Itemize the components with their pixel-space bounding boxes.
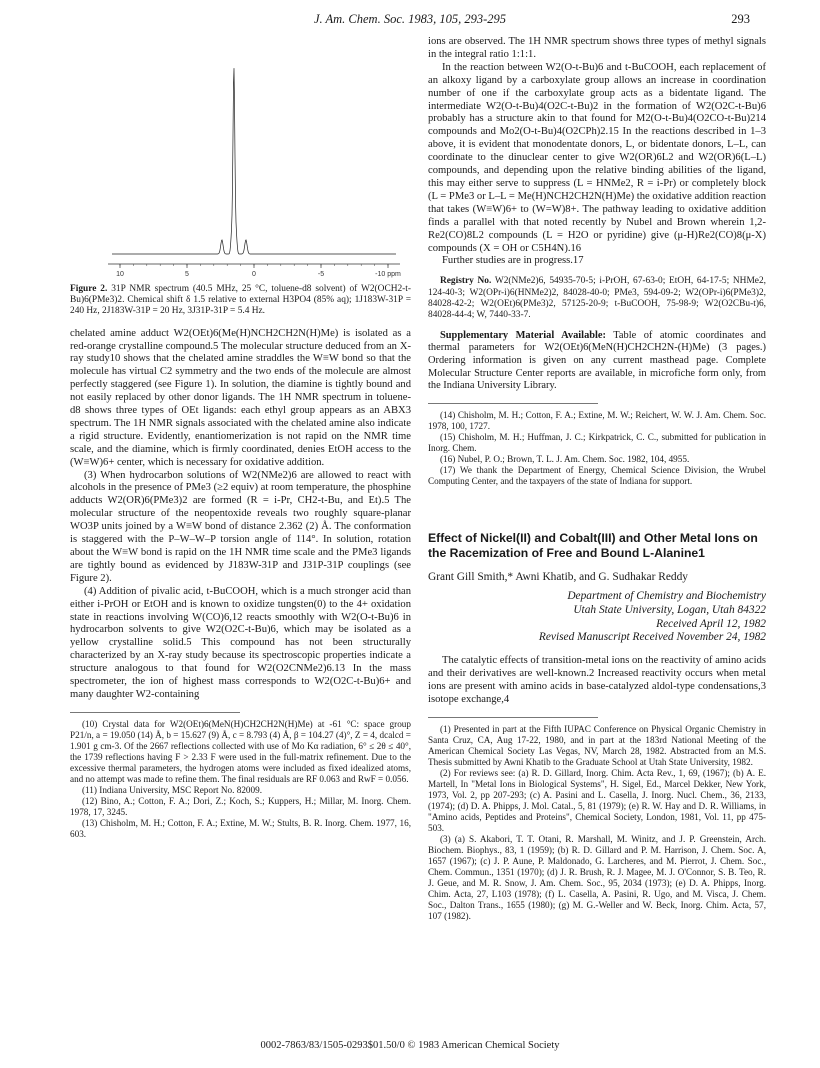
affiliation-department: Department of Chemistry and Biochemistry (567, 589, 766, 602)
body-paragraph: In the reaction between W2(O-t-Bu)6 and t-BuCOOH, each replacement of an alkoxy ligand by a carboxylate group allows an increase in coordination number of one if the carboxylate group acts as a bidentate ligand. The intermediate W2(O-t-Bu)4(O2C-t-Bu)2 in the formation of W2(O2C-t-Bu)6 probably has a structure akin to that found for M2(O-t-Bu)4(O2CO-t-Bu)214 compounds and Mo2(O-t-Bu)4(O2CPh)2.15 In the reactions described in 1–3 above, it is evident that monodentate donors, L, or bidentate donors, L–L, can coordinate to the dinuclear center to give W2(OR)6L2 and W2(OR)6(L–L) compounds, and depending upon the relative binding abilities of the ligand, this may either serve to suppress (L = HNMe2, R = i-Pr) or completely block (L = PMe3 or L–L = Me(H)NCH2CH2N(H)Me) the oxidative addition reaction that takes (W≡W)6+ to (W=W)8+. The pathway leading to oxidative addition finds a parallel with that noted recently by Nubel and Brown wherein 1,2-Re2(CO)8L2 compounds (L = H2O or pyridine) give (μ-H)Re2(CO)8(μ-X) compounds (X = OH or C5H4N).16 (428, 61, 766, 254)
footnote: (16) Nubel, P. O.; Brown, T. L. J. Am. Chem. Soc. 1982, 104, 4955. (440, 454, 690, 465)
figure-caption-label: Figure 2. (70, 284, 108, 294)
body-paragraph: The catalytic effects of transition-metal ions on the reactivity of amino acids and their derivatives are well-known.2 Increased reactivity occurs when metal ions are present with amino acids in base-catalyzed aldol-type condensations,3 isotope exchange,4 (428, 655, 766, 705)
footnote: (13) Chisholm, M. H.; Cotton, F. A.; Extine, M. W.; Stults, B. R. Inorg. Chem. 1977, 16, 603. (70, 817, 411, 839)
page-number: 293 (731, 12, 750, 26)
supplementary-text: Table of atomic coordinates and thermal parameters for W2(OEt)6(MeN(H)CH2CH2N-(H)Me) (3 pages.) Ordering information is given on any current masthead page. Complete Molecular Structure Center reports are available, in microfiche form only, from the Indiana University Library. (428, 329, 766, 392)
footnote: (2) For reviews see: (a) R. D. Gillard, Inorg. Chim. Acta Rev., 1, 69, (1967); (b) A. E. Martell, In "Metal Ions in Biological Systems", H. Sigel, Ed., Marcel Dekker, New York, 1973, Vol. 2, pp 207-293; (c) A. Pasini and L. Casella, J. Inorg. Nucl. Chem., 36, 2133, (1974); (d) D. A. Phipps, J. Mol. Catal., 5, 81 (1979); (e) R. W. Hay and D. R. Williams, in "Amino acids, Peptides and Proteins", Chemical Society, London, 1981, Vol. 11, pp 475-503. (428, 767, 766, 833)
running-header (70, 12, 750, 28)
footnote-divider (428, 717, 598, 718)
footnote: (15) Chisholm, M. H.; Huffman, J. C.; Kirkpatrick, C. C., submitted for publication in Inorg. Chem. (428, 432, 766, 454)
right-column (428, 36, 766, 922)
affiliation-university: Utah State University, Logan, Utah 84322 (573, 603, 766, 616)
figure-caption-text: 31P NMR spectrum (40.5 MHz, 25 °C, toluene-d8 solvent) of W2(OCH2-t-Bu)6(PMe3)2. Chemical shift δ 1.5 relative to external H3PO4 (85% aq); 1J183W-31P = 240 Hz, 2J183W-31P = 20 Hz, 3J31P-31P = 5.4 Hz. (70, 284, 412, 317)
figure-caption (70, 284, 411, 318)
body-paragraph: (3) When hydrocarbon solutions of W2(NMe2)6 are allowed to react with alcohols in the presence of PMe3 (≥2 equiv) at room temperature, the phosphine adducts W2(OR)6(PMe3)2 are formed (R = i-Pr, CH2-t-Bu, and Et).5 The molecular structure of the neopentoxide reveals two roughly square-planar WO3P units joined by a W≡W bond of distance 2.362 (2) Å. The conformation is staggered with the P–W–W–P torsion angle of 114°. In solution, rotation about the W≡W bond is rapid on the 1H NMR time scale and the PMe3 ligands are tightly bound as evidenced by J183W-31P and J31P-31P couplings (see Figure 2). (70, 469, 411, 584)
x-axis-tick-label: -10 ppm (375, 271, 401, 278)
footnote-divider (70, 712, 240, 713)
body-paragraph: (4) Addition of pivalic acid, t-BuCOOH, which is a much stronger acid than either i-PrOH or EtOH and is known to oxidize tungsten(0) to the 4+ oxidation state in reactions involving W(CO)6,12 reacts smoothly with W2(O-t-Bu)6 in hydrocarbon solvents to give W2(O2C-t-Bu)6, which may be isolated as a yellow crystalline solid.5 This compound has not been structurally characterized by an X-ray study because its spectroscopic properties indicate a structure analogous to that found for W2(O2CNMe2)6.13 In the mass spectrometer, the ion of highest mass corresponds to W2(O2C-t-Bu)6+ and many daughter W2-containing (70, 585, 411, 700)
journal-citation: J. Am. Chem. Soc. 1983, 105, 293-295 (313, 12, 507, 26)
nmr-spectrum-plot (70, 36, 411, 278)
x-axis-tick-label: 5 (185, 271, 189, 278)
body-paragraph: Further studies are in progress.17 (442, 255, 584, 267)
supplementary-material (428, 330, 766, 394)
body-paragraph: ions are observed. The 1H NMR spectrum shows three types of methyl signals in the integral ratio 1:1:1. (428, 36, 766, 60)
spectrum-trace (112, 68, 396, 254)
footnote-divider (428, 403, 598, 404)
received-date: Received April 12, 1982 (656, 617, 766, 630)
footnote: (11) Indiana University, MSC Report No. 82009. (82, 784, 262, 795)
nmr-figure (70, 36, 411, 278)
body-paragraph: chelated amine adduct W2(OEt)6(Me(H)NCH2CH2N(H)Me) is isolated as a red-orange crystalline compound.5 The molecular structure deduced from an X-ray study10 shows that the chelated amine straddles the W≡W bond so that the molecule has virtual C2 symmetry and the two ends of the molecule are almost perfectly staggered (see Figure 1). In solution, the diamine is tightly bound and not easily replaced by other donor ligands. The 1H NMR spectrum in toluene-d8 shows three types of OEt ligands: each ethyl group appears as an ABX3 spectrum. The 1H NMR signals associated with the chelated amine also indicate a rigid structure. Evidently, enantiomerization is not rapid on the NMR time scale, and the diamine, which is firmly coordinated, denies EtOH access to the (W≡W)6+ center, which is necessary for oxidative addition. (70, 327, 411, 468)
registry-text: W2(NMe2)6, 54935-70-5; i-PrOH, 67-63-0; EtOH, 64-17-5; NHMe2, 124-40-3; W2(OPr-i)6(HNMe2)2, 84028-40-0; PMe3, 594-09-2; W2(OPr-i)6(PMe3)2, 84028-42-2; W2(OEt)6(PMe3)2, 57125-20-9; t-BuCOOH, 75-98-9; W2(O2CBu-t)6, 84028-44-4; W, 7440-33-7. (428, 276, 766, 321)
x-axis-tick-label: -5 (317, 271, 325, 278)
footnote: (14) Chisholm, M. H.; Cotton, F. A.; Extine, M. W.; Reichert, W. W. J. Am. Chem. Soc. 1978, 100, 1727. (428, 410, 766, 432)
footnote: (12) Bino, A.; Cotton, F. A.; Dori, Z.; Koch, S.; Kuppers, H.; Millar, M. Inorg. Chem. 1978, 17, 3245. (70, 795, 411, 817)
registry-label: Registry No. (440, 276, 492, 287)
article-title: Effect of Nickel(II) and Cobalt(III) and Other Metal Ions on the Racemization of Free and Bound L-Alanine1 (428, 531, 758, 561)
page-footer: 0002-7863/83/1505-0293$01.50/0 © 1983 American Chemical Society (260, 1040, 560, 1051)
footnote: (1) Presented in part at the Fifth IUPAC Conference on Physical Organic Chemistry in Santa Cruz, CA, Aug 17-22, 1980, and in part at the 183rd National Meeting of the American Chemical Society Las Vegas, NV, March 28, 1982. Abstracted from an M.S. Thesis submitted by Awni Khatib to the Graduate School at Utah State University, 1982. (428, 723, 766, 767)
revised-date: Revised Manuscript Received November 24, 1982 (538, 631, 766, 644)
footnote: (10) Crystal data for W2(OEt)6(MeN(H)CH2CH2N(H)Me) at -61 °C: space group P21/n, a = 19.050 (14) Å, b = 15.627 (9) Å, c = 8.793 (4) Å, β = 104.27 (4)°, Z = 4, dcalcd = 1.901 g cm-3. Of the 2667 reflections collected with use of Mo Kα radiation, 6° ≤ 2θ ≤ 40°, the 1739 reflections having F > 2.33 F were used in the full-matrix refinement. Due to the excessive thermal parameters, the hydrogen atoms were included as fixed idealized atoms, and no attempt was made to refine them. The final residuals are RF 0.063 and RwF = 0.056. (70, 718, 411, 784)
supplementary-label: Supplementary Material Available: (440, 329, 606, 341)
footnote: (3) (a) S. Akabori, T. T. Otani, R. Marshall, M. Winitz, and J. P. Greenstein, Arch. Biochem. Biophys., 83, 1 (1959); (b) R. D. Gillard and P. M. Harrison, J. Chem. Soc. A, 1657 (1967); (c) J. P. Aune, P. Maldonado, G. Larcheres, and M. Pierrot, J. Chem. Soc., Chem. Commun., 1351 (1970); (d) J. R. Brush, R. J. Magee, M. J. O'Connor, S. B. Teo, R. J. Geue, and M. R. Snow, J. Am. Chem. Soc., 95, 2034 (1973); (e) D. A. Phipps, Inorg. Chim. Acta, 27, L103 (1978); (f) L. Casella, A. Pasini, R. Ugo, and M. Visca, J. Chem. Soc., Dalton Trans., 1655 (1980); (g) M. G.-Weller and W. Beck, Inorg. Chim. Acta, 57, 107 (1982). (428, 833, 766, 921)
x-axis-tick-label: 10 (116, 271, 124, 278)
left-column (70, 36, 411, 840)
registry-numbers (428, 276, 766, 321)
x-axis-tick-label: 0 (252, 271, 256, 278)
footnote: (17) We thank the Department of Energy, Chemical Science Division, the Wrubel Computing Center, and the taxpayers of the state of Indiana for support. (428, 465, 766, 487)
article-authors: Grant Gill Smith,* Awni Khatib, and G. Sudhakar Reddy (428, 571, 688, 584)
